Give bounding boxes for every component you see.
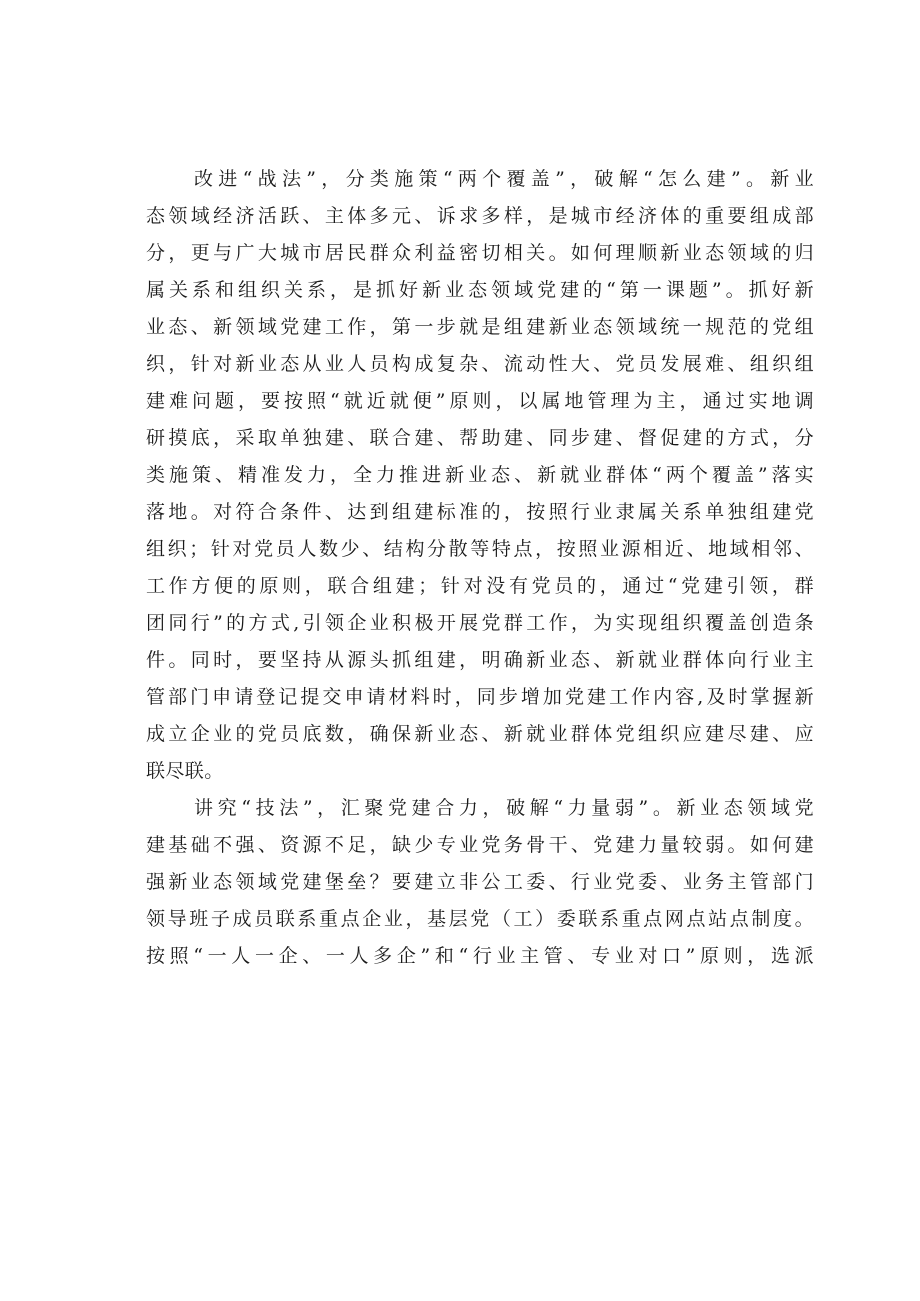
text-line: 管部门申请登记提交申请材料时，同步增加党建工作内容,及时掌握新 [146,686,814,708]
text-line: 讲究“技法”，汇聚党建合力，破解“力量弱”。新业态领域党 [194,797,814,819]
text-line: 落地。对符合条件、达到组建标准的，按照行业隶属关系单独组建党 [146,501,814,523]
text-line: 分，更与广大城市居民群众利益密切相关。如何理顺新业态领域的归 [146,242,814,264]
text-line: 态领域经济活跃、主体多元、诉求多样，是城市经济体的重要组成部 [146,205,814,227]
text-line: 研摸底，采取单独建、联合建、帮助建、同步建、督促建的方式，分 [146,427,814,449]
paragraph-2 [146,790,814,975]
document-body [146,161,814,975]
text-line: 团同行”的方式,引领企业积极开展党群工作，为实现组织覆盖创造条 [146,612,814,634]
text-line: 按照“一人一企、一人多企”和“行业主管、专业对口”原则，选派 [146,945,814,967]
text-line: 业态、新领域党建工作，第一步就是组建新业态领域统一规范的党组 [146,316,814,338]
text-line: 件。同时，要坚持从源头抓组建，明确新业态、新就业群体向行业主 [146,649,814,671]
text-line: 成立企业的党员底数，确保新业态、新就业群体党组织应建尽建、应 [146,723,814,745]
text-line: 建难问题，要按照“就近就便”原则，以属地管理为主，通过实地调 [146,390,814,412]
text-line: 强新业态领域党建堡垒？要建立非公工委、行业党委、业务主管部门 [146,871,814,893]
paragraph-1 [146,161,814,790]
text-line: 织，针对新业态从业人员构成复杂、流动性大、党员发展难、组织组 [146,353,814,375]
text-line: 类施策、精准发力，全力推进新业态、新就业群体“两个覆盖”落实 [146,464,814,486]
text-line: 工作方便的原则，联合组建；针对没有党员的，通过“党建引领，群 [146,575,814,597]
text-line: 建基础不强、资源不足，缺少专业党务骨干、党建力量较弱。如何建 [146,834,814,856]
text-line: 属关系和组织关系，是抓好新业态领域党建的“第一课题”。抓好新 [146,279,814,301]
text-line: 组织；针对党员人数少、结构分散等特点，按照业源相近、地域相邻、 [146,538,814,560]
text-line: 改进“战法”，分类施策“两个覆盖”，破解“怎么建”。新业 [194,168,814,190]
text-line: 领导班子成员联系重点企业，基层党（工）委联系重点网点站点制度。 [146,908,814,930]
text-line: 联尽联。 [146,760,224,782]
